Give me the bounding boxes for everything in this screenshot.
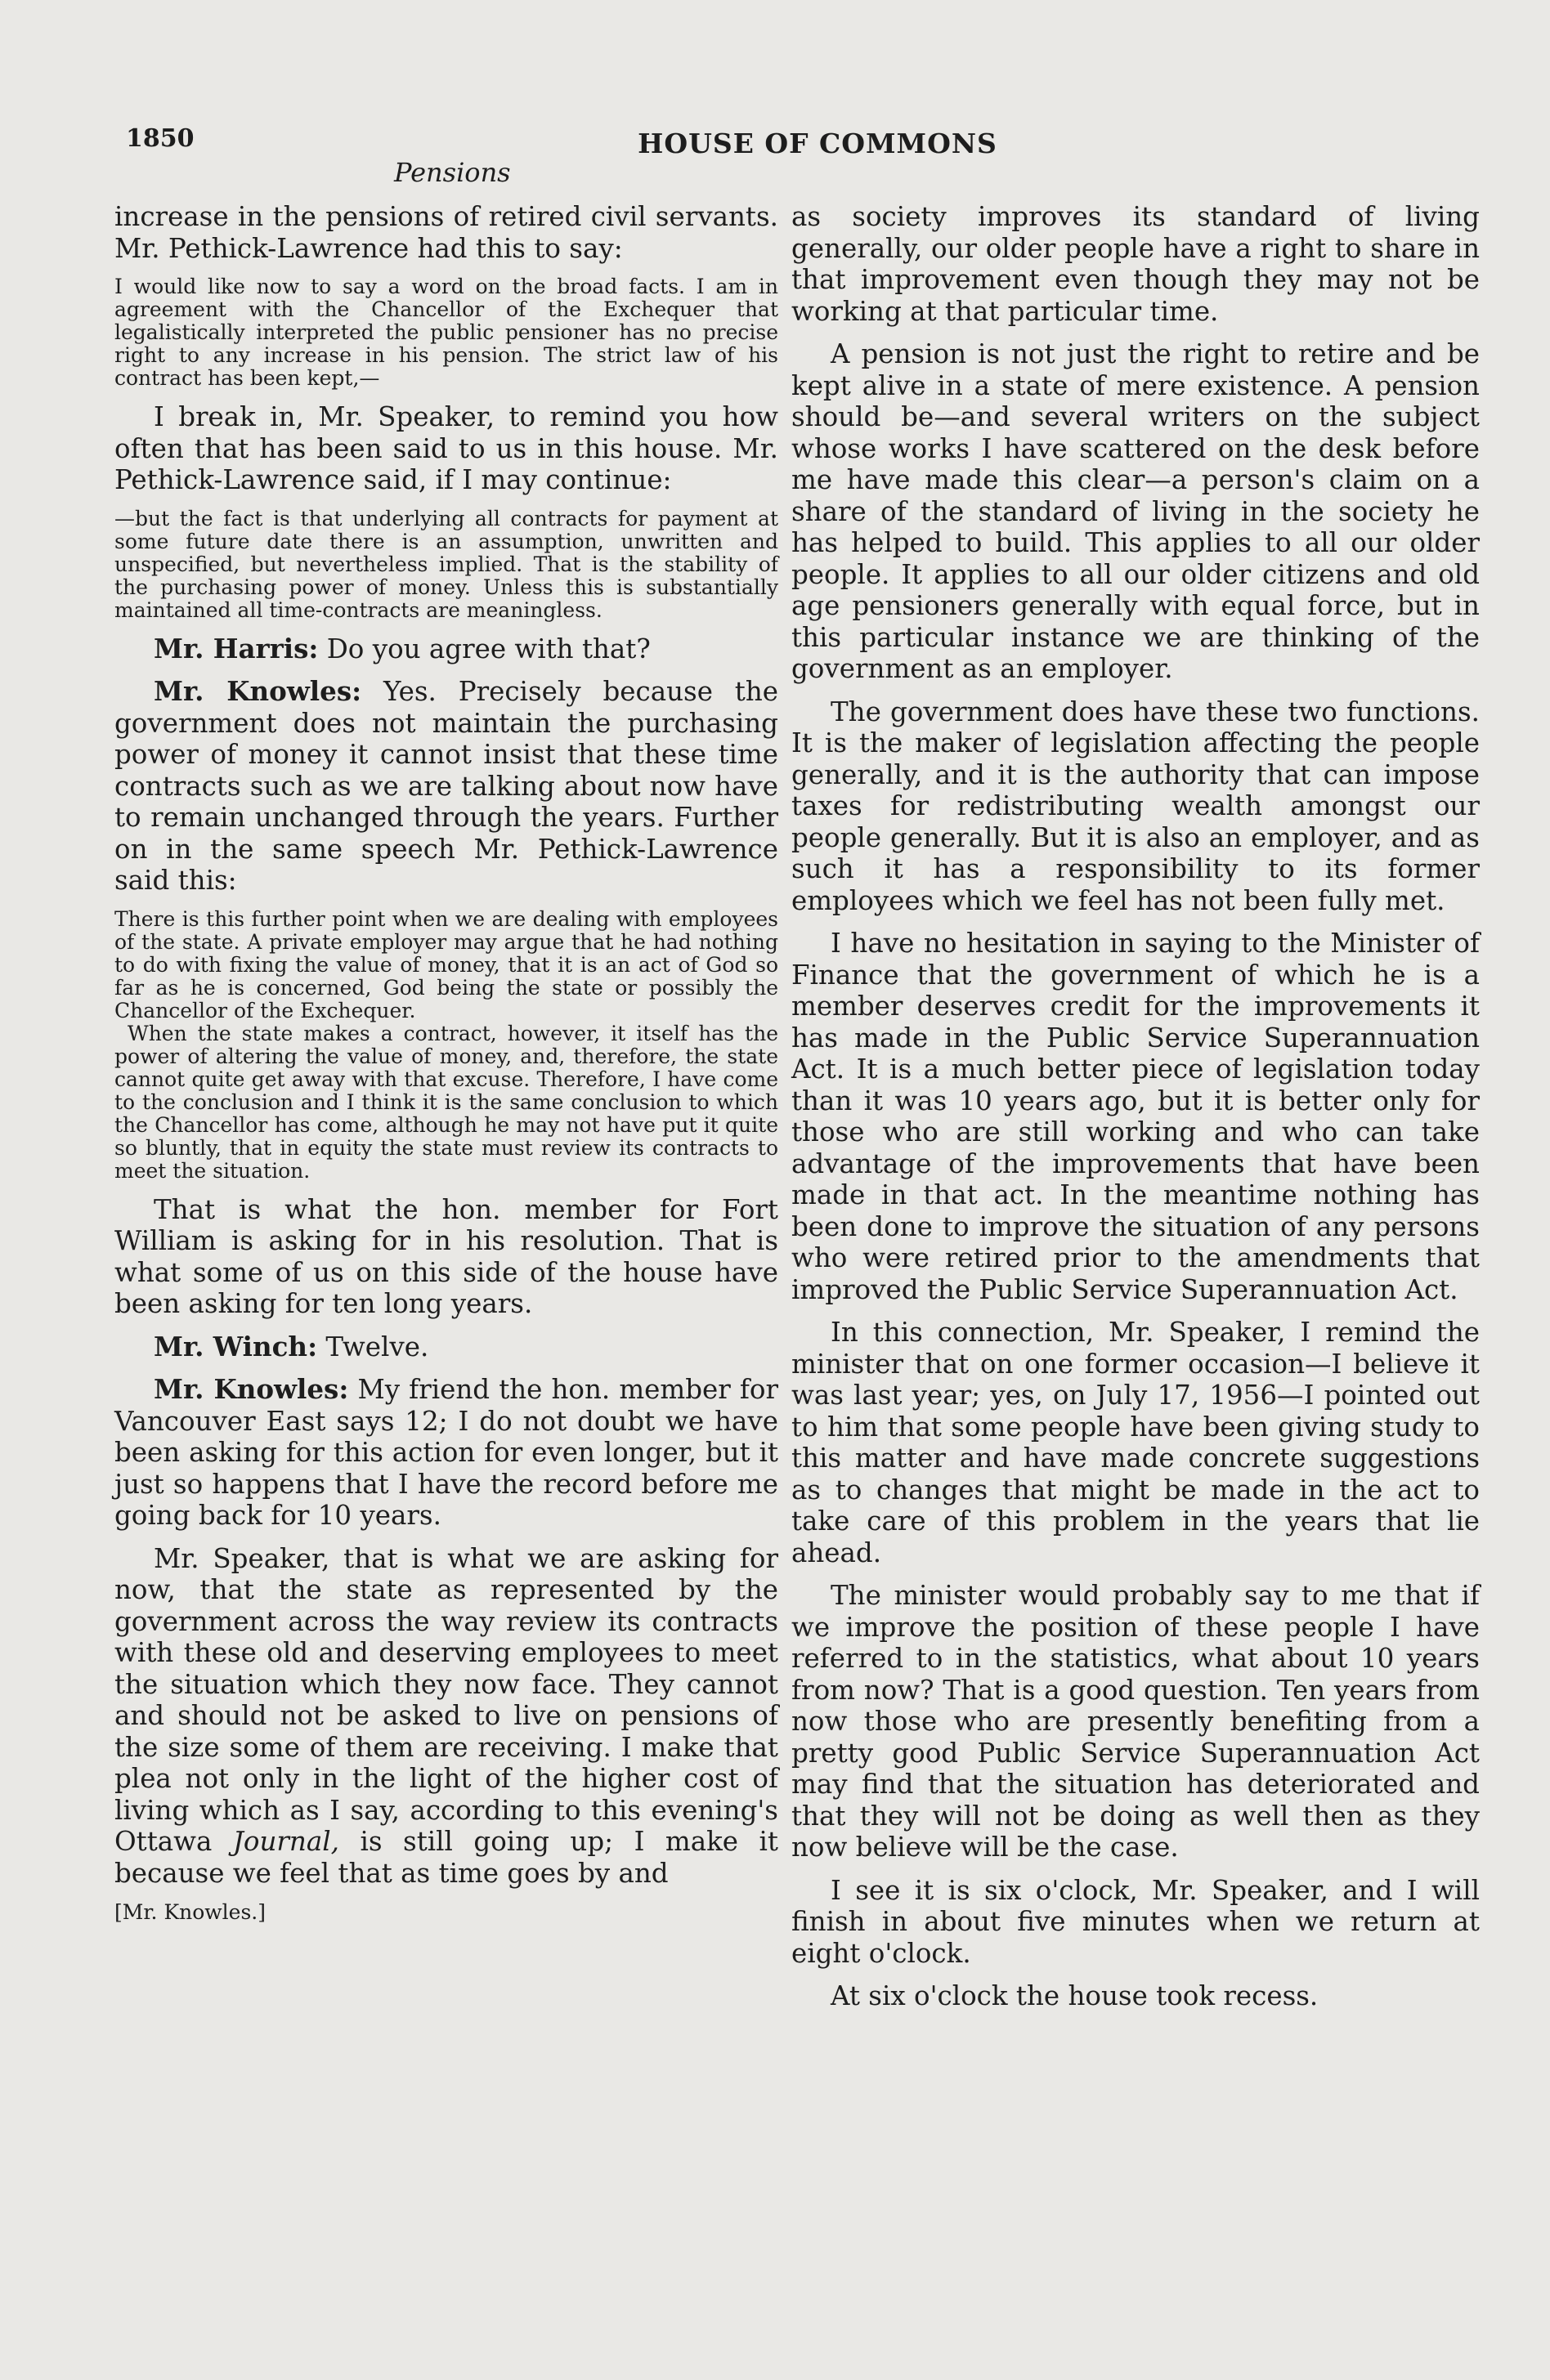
paragraph: I have no hesitation in saying to the Minister of Finance that the government of which he is a member deserves credit for the improvements it has made in the Public Service Superannuation Act. It is a much better piece of legislation today than it was 10 years ago, but it is better only for those who are still working and who can take advantage of the improvements that have been made in that act. In the meantime nothing has been done to improve the situation of any persons who were retired prior to the amendments that improved the Public Service Superannuation Act. (791, 928, 1480, 1305)
speaker-name: Mr. Winch: (154, 1330, 318, 1362)
speech-text: Do you agree with that? (326, 633, 651, 664)
paragraph: At six o'clock the house took recess. (831, 1980, 1319, 2011)
speech-text: Twelve. (325, 1331, 429, 1362)
publication-title: Journal, (232, 1826, 339, 1857)
paragraph: A pension is not just the right to retire and be kept alive in a state of mere existence. A pension should be—and several writers on the subject whose works I have scattered on the desk before me have made this clear—a person's claim on a share of the standard of living in the society he has helped to build. This applies to all our older people. It applies to all our older citizens and old age pensioners generally with equal force, but in this particular instance we are thinking of the government as an employer. (791, 338, 1480, 684)
paragraph (114, 1543, 778, 1890)
speech-text: My friend the hon. member for Vancouver East says 12; I do not doubt we have been asking for this action for even longer, but it just so happens that I have the record before me going back for 10 years. (114, 1374, 779, 1531)
speaker-name: Mr. Harris: (154, 632, 319, 664)
paragraph: I break in, Mr. Speaker, to remind you how often that has been said to us in this house. Mr. Pethick-Lawrence said, if I may continue: (114, 401, 778, 495)
speech (114, 1331, 778, 1363)
paragraph: I see it is six o'clock, Mr. Speaker, and I will finish in about five minutes when we return at eight o'clock. (791, 1874, 1480, 1969)
speaker-name: Mr. Knowles: (154, 675, 362, 707)
paragraph: The government does have these two functions. It is the maker of legislation affecting the people generally, and it is the authority that can impose taxes for redistributing wealth amongst our people generally. But it is also an employer, and as such it has a responsibility to its former employees which we feel has not been fully met. (791, 696, 1480, 916)
paragraph: In this connection, Mr. Speaker, I remind the minister that on one former occasion—I believe it was last year; yes, on July 17, 1956—I pointed out to him that some people have been giving study to this matter and have made concrete suggestions as to changes that might be made in the act to take care of this problem in the years that lie ahead. (791, 1317, 1480, 1568)
paragraph: as society improves its standard of living generally, our older people have a right to share in that improvement even though they may not be working at that particular time. (791, 201, 1480, 327)
page-number: 1850 (126, 124, 195, 153)
page-header (0, 124, 1550, 173)
text-run: Mr. Speaker, that is what we are asking for now, that the state as represented by the government across the way review its contracts with these old and deserving employees to meet the situation which they now face. They cannot and should not be asked to live on pensions of the size some of them are receiving. I make that plea not only in the light of the higher cost of living which as I say, according to this evening's Ottawa (114, 1542, 778, 1857)
quote-paragraph: When the state makes a contract, however, it itself has the power of altering the value of money, and, therefore, the state cannot quite get away with that excuse. Therefore, I have come to the conclusion and I think it is the same conclusion to which the Chancellor has come, although he may not have put it quite so bluntly, that in equity the state must review its contracts to meet the situation. (114, 1021, 778, 1183)
speaker-name: Mr. Knowles: (154, 1373, 349, 1405)
block-quote (114, 275, 778, 390)
speech (114, 676, 778, 897)
paragraph: The minister would probably say to me that if we improve the position of these people I have referred to in the statistics, what about 10 years from now? That is a good question. Ten years from now those who are presently benefiting from a pretty good Public Service Superannuation Act may find that the situation has deteriorated and that they will not be doing as well then as they now believe will be the case. (791, 1580, 1480, 1863)
speech-text: Yes. Precisely because the government does not maintain the purchasing power of money it cannot insist that these time contracts such as we are talking about now have to remain unchanged through the years. Further on in the same speech Mr. Pethick-Lawrence said this: (114, 676, 778, 896)
paragraph: increase in the pensions of retired civil servants. Mr. Pethick-Lawrence had this to say: (114, 201, 778, 264)
left-column (114, 201, 778, 1924)
running-head: HOUSE OF COMMONS (638, 128, 997, 159)
quote-paragraph: I would like now to say a word on the broad facts. I am in agreement with the Chancellor of the Exchequer that legalistically interpreted the public pensioner has no precise right to any increase in his pension. The strict law of his contract has been kept,— (114, 275, 778, 390)
speech (114, 633, 778, 665)
quote-paragraph: There is this further point when we are dealing with employees of the state. A private employer may argue that he had nothing to do with fixing the value of money, that it is an act of God so far as he is concerned, God being the state or possibly the Chancellor of the Exchequer. (114, 906, 778, 1022)
quote-paragraph: —but the fact is that underlying all contracts for payment at some future date there is an assumption, unwritten and unspecified, but nevertheless implied. That is the stability of the purchasing power of money. Unless this is substantially maintained all time-contracts are meaningless. (114, 506, 778, 622)
speaker-footer: [Mr. Knowles.] (114, 1900, 266, 1924)
block-quote (114, 908, 778, 1183)
section-title: Pensions (394, 157, 511, 188)
text-run: is still going up; I make it because we feel that as time goes by and (114, 1826, 778, 1889)
paragraph: That is what the hon. member for Fort William is asking for in his resolution. That is what some of us on this side of the house have been asking for ten long years. (114, 1193, 778, 1319)
speech (114, 1374, 778, 1532)
right-column (791, 201, 1480, 2024)
block-quote (114, 508, 778, 622)
